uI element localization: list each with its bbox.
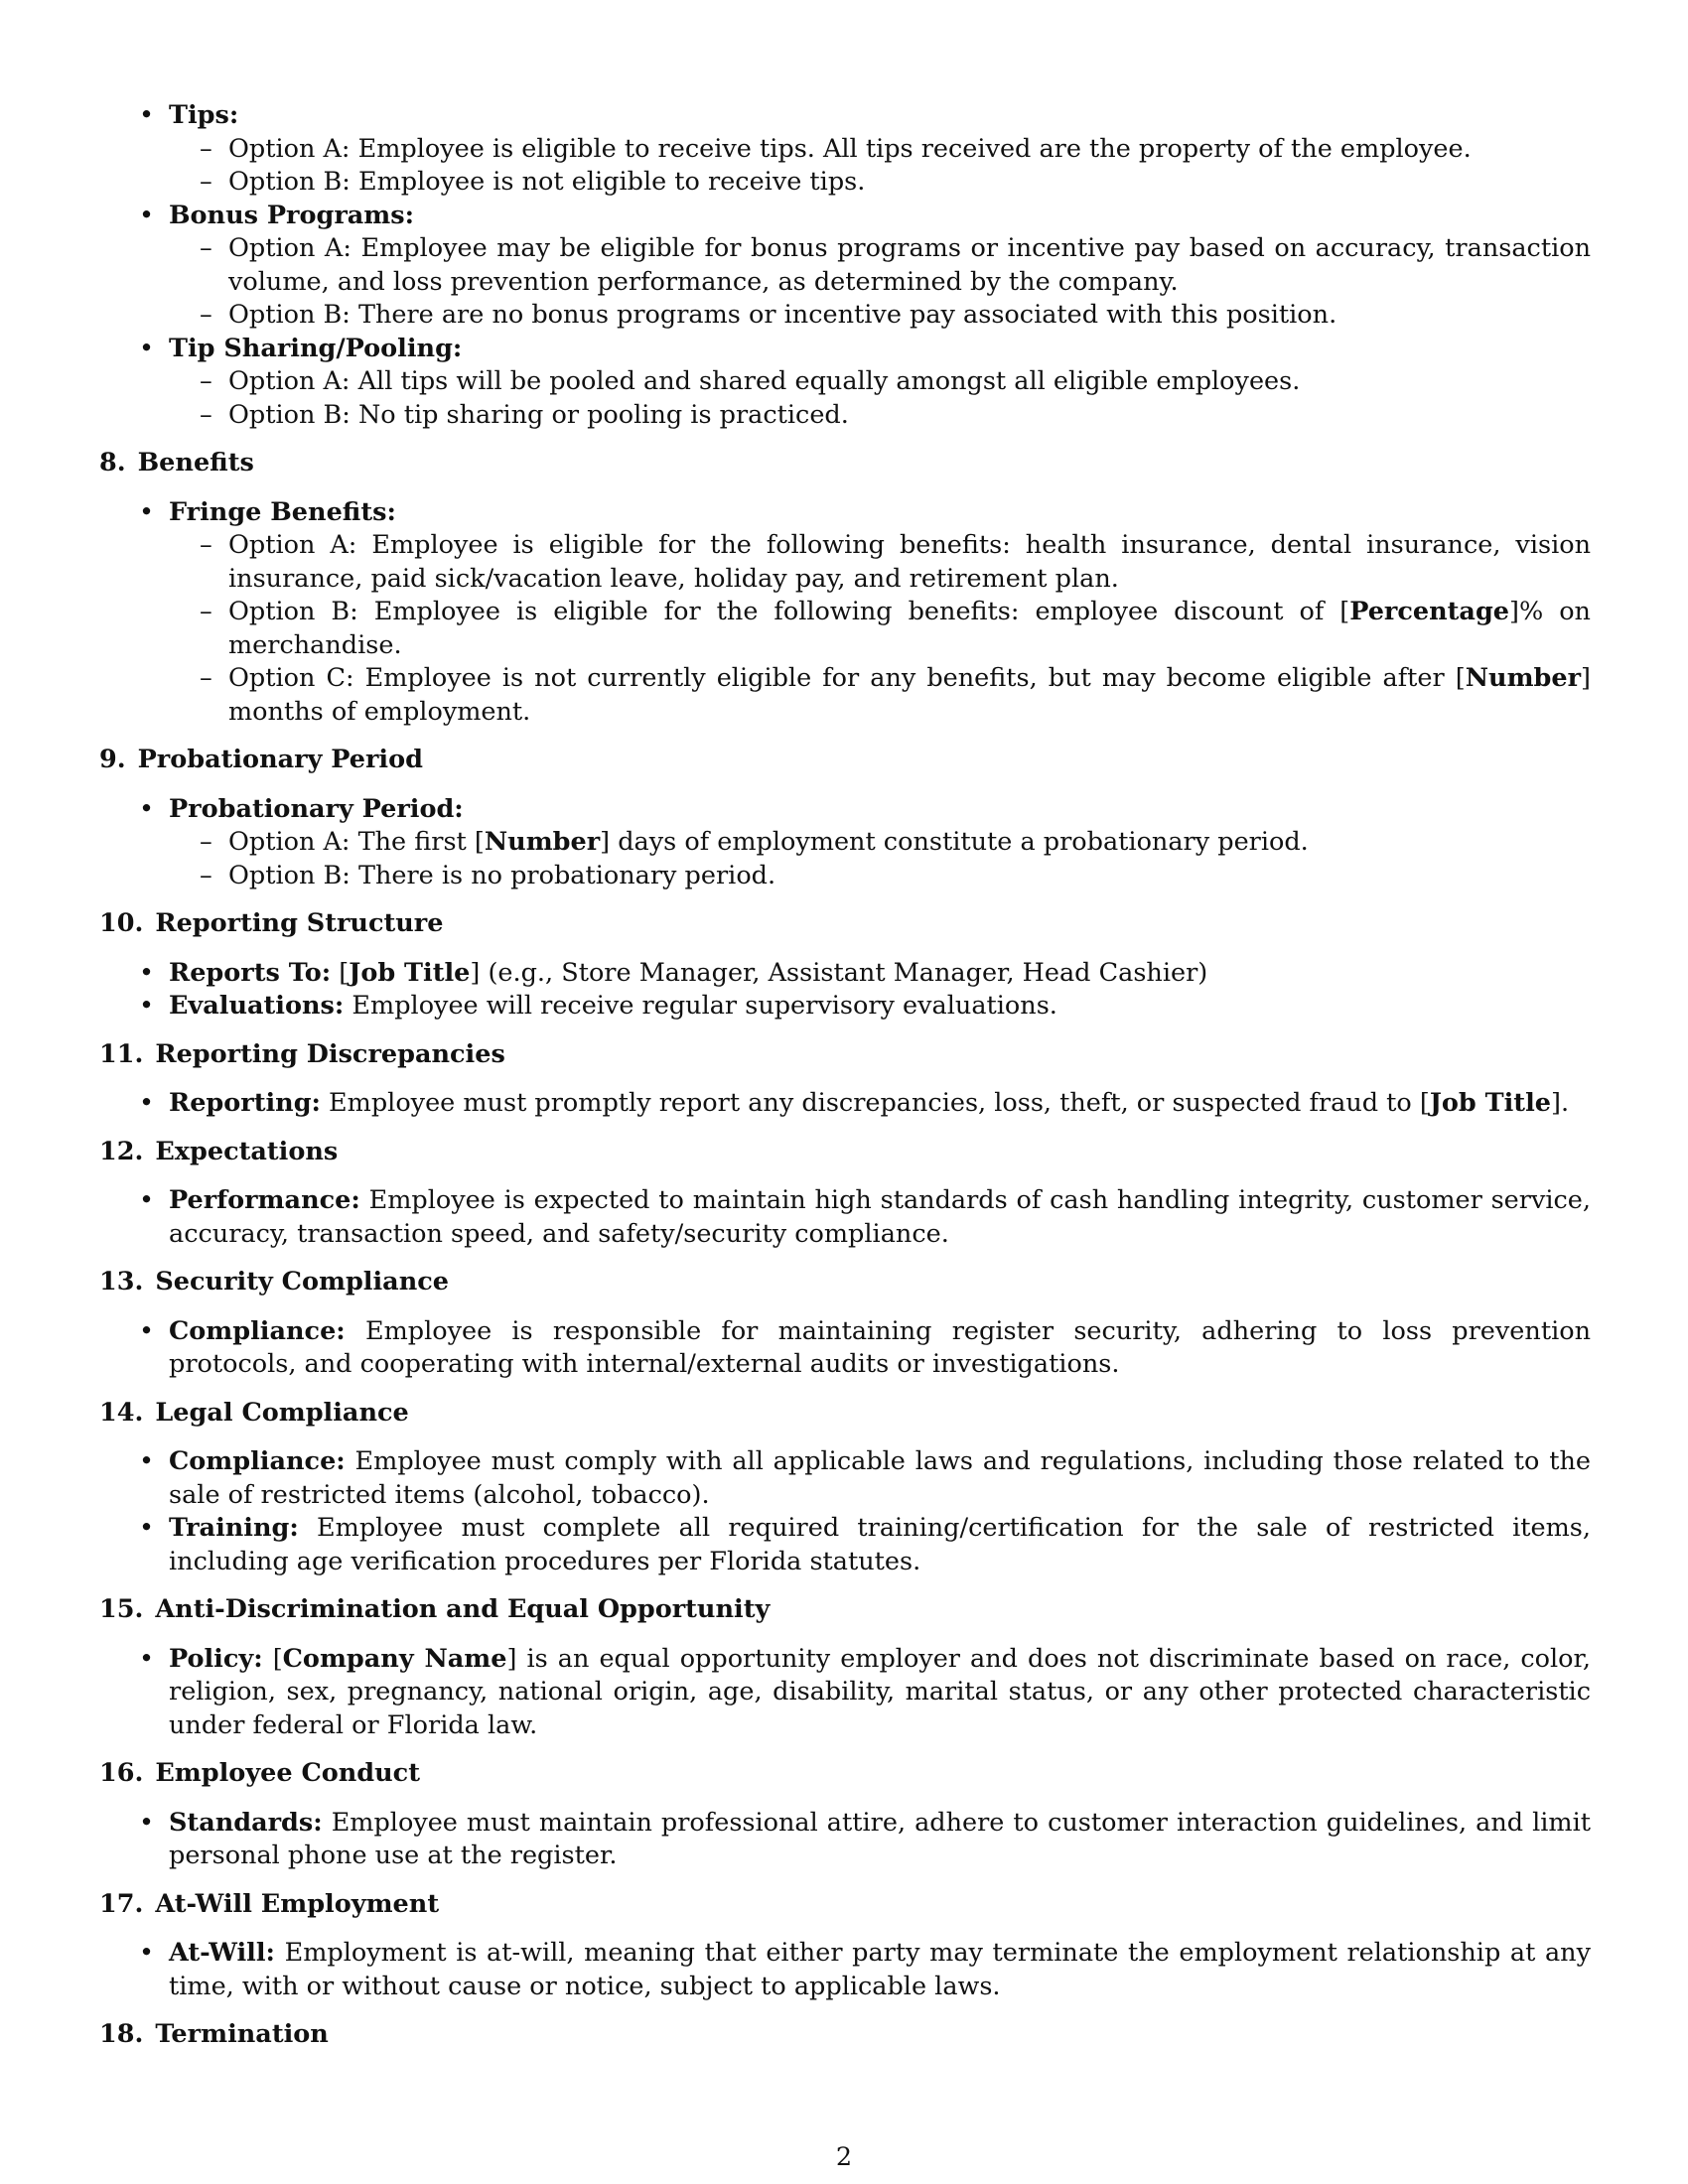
probation-option-a: – Option A: The first [Number] days of employment constitute a probationary period. [99,826,1591,860]
standards-item: • Standards: Employee must maintain professional attire, adhere to customer interaction guidelines, and limit personal phone use at the register. [99,1807,1591,1873]
performance-item: • Performance: Employee is expected to maintain high standards of cash handling integrity, customer service, accuracy, transaction speed, and safety/security compliance. [99,1184,1591,1251]
bonus-item: • Bonus Programs: [99,200,1591,233]
section-heading-at-will: 17. At-Will Employment [99,1888,440,1919]
pooling-option-a: – Option A: All tips will be pooled and shared equally amongst all eligible employees. [99,365,1591,399]
reporting-item: • Reporting: Employee must promptly report any discrepancies, loss, theft, or suspected fraud to [Job Title]. [99,1087,1591,1121]
legal-compliance-item: • Compliance: Employee must comply with all applicable laws and regulations, including those related to the sale of restricted items (alcohol, tobacco). [99,1445,1591,1512]
tips-option-b: – Option B: Employee is not eligible to receive tips. [99,166,1591,200]
training-item: • Training: Employee must complete all required training/certification for the sale of restricted items, including age verification procedures per Florida statutes. [99,1512,1591,1578]
benefits-option-a: – Option A: Employee is eligible for the following benefits: health insurance, dental insurance, vision insurance, paid sick/vacation leave, holiday pay, and retirement plan. [99,529,1591,596]
section-heading-reporting-structure: 10. Reporting Structure [99,908,444,938]
pooling-option-b: – Option B: No tip sharing or pooling is practiced. [99,399,1591,433]
section-heading-benefits: 8. Benefits [99,448,254,478]
policy-item: • Policy: [Company Name] is an equal opportunity employer and does not discriminate based on race, color, religion, sex, pregnancy, national origin, age, disability, marital status, or any other protected characteristic under federal or Florida law. [99,1643,1591,1743]
probation-option-b: – Option B: There is no probationary period. [99,860,1591,893]
section-heading-reporting-discrepancies: 11. Reporting Discrepancies [99,1038,505,1069]
section-heading-expectations: 12. Expectations [99,1136,339,1166]
tips-option-a: – Option A: Employee is eligible to receive tips. All tips received are the property of the employee. [99,133,1591,167]
fringe-benefits-item: • Fringe Benefits: [99,496,1591,530]
section-heading-anti-discrimination: 15. Anti-Discrimination and Equal Opportunity [99,1594,771,1624]
bonus-option-a: – Option A: Employee may be eligible for bonus programs or incentive pay based on accuracy, transaction volume, and loss prevention performance, as determined by the company. [99,232,1591,299]
tips-item: • Tips: [99,99,1591,133]
security-compliance-item: • Compliance: Employee is responsible for maintaining register security, adhering to loss prevention protocols, and cooperating with internal/external audits or investigations. [99,1315,1591,1382]
evaluations-item: • Evaluations: Employee will receive regular supervisory evaluations. [99,990,1591,1024]
at-will-item: • At-Will: Employment is at-will, meaning that either party may terminate the employment relationship at any time, with or without cause or notice, subject to applicable laws. [99,1937,1591,2003]
section-heading-probationary: 9. Probationary Period [99,745,423,774]
bonus-option-b: – Option B: There are no bonus programs or incentive pay associated with this position. [99,299,1591,333]
probationary-item: • Probationary Period: [99,793,1591,827]
section-heading-security-compliance: 13. Security Compliance [99,1267,449,1297]
benefits-option-b: – Option B: Employee is eligible for the following benefits: employee discount of [Percentage]% on merchandise. [99,596,1591,662]
section-heading-legal-compliance: 14. Legal Compliance [99,1397,409,1428]
section-heading-termination: 18. Termination [99,2019,329,2049]
page-number: 2 [835,2142,853,2172]
section-heading-employee-conduct: 16. Employee Conduct [99,1758,420,1788]
tip-pooling-item: • Tip Sharing/Pooling: [99,333,1591,366]
benefits-option-c: – Option C: Employee is not currently eligible for any benefits, but may become eligible after [Number] months of employment. [99,662,1591,729]
reports-to-item: • Reports To: [Job Title] (e.g., Store Manager, Assistant Manager, Head Cashier) [99,957,1591,991]
document-body [99,99,1591,2068]
